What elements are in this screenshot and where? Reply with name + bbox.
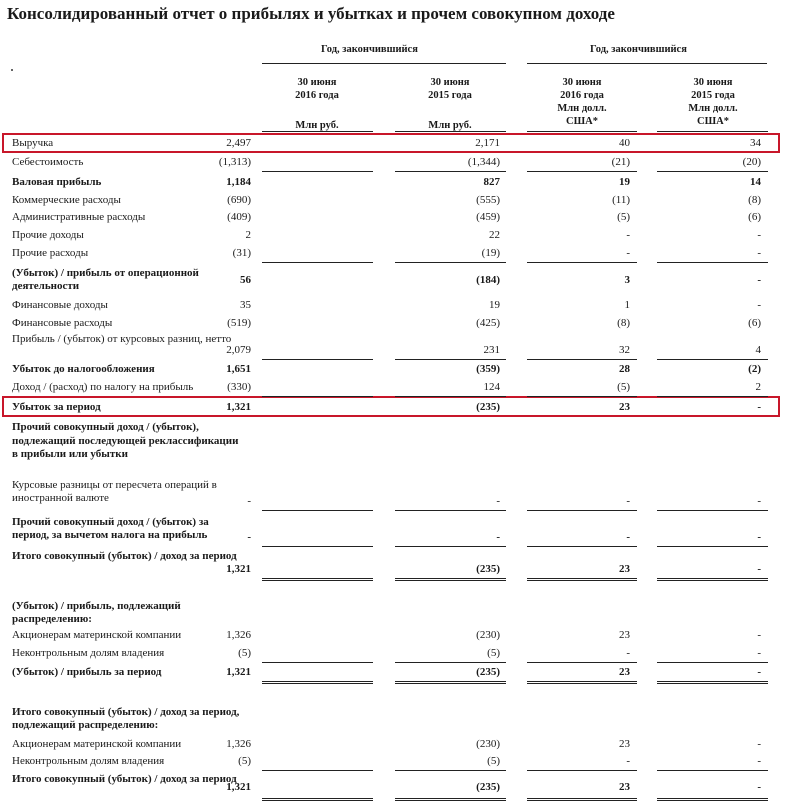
value-cell: (555) — [476, 194, 500, 206]
period-header-usd: Год, закончившийся — [590, 44, 687, 55]
value-cell: 1,321 — [226, 781, 251, 793]
column-header-line: 30 июня — [693, 77, 733, 88]
row-label-income-tax: Доход / (расход) по налогу на прибыль — [12, 381, 194, 393]
value-cell: (1,344) — [467, 156, 500, 168]
value-cell: 3 — [624, 274, 630, 286]
row-label-fx-gain: Прибыль / (убыток) от курсовых разниц, нетто — [12, 333, 232, 345]
value-cell: 34 — [750, 137, 761, 149]
column-header-line: 30 июня — [297, 77, 337, 88]
value-cell: 1,321 — [226, 401, 251, 413]
value-cell: 19 — [619, 176, 630, 188]
column-unit: Млн руб. — [295, 120, 339, 131]
value-cell: (21) — [611, 156, 630, 168]
value-cell: 14 — [750, 176, 761, 188]
section-heading-attributable: (Убыток) / прибыль, подлежащий распределению: — [12, 600, 181, 625]
value-cell: - — [757, 274, 761, 286]
value-cell: 1,326 — [226, 629, 251, 641]
value-cell: 23 — [619, 629, 630, 641]
value-cell: (519) — [227, 317, 251, 329]
value-cell: (359) — [476, 363, 500, 375]
row-label-finance-income: Финансовые доходы — [12, 299, 108, 311]
subtotal-rule — [657, 510, 768, 511]
value-cell: 2 — [245, 229, 251, 241]
value-cell: 40 — [619, 137, 630, 149]
row-label-revenue: Выручка — [12, 137, 54, 149]
value-cell: 827 — [483, 176, 500, 188]
value-cell: - — [626, 531, 630, 543]
subtotal-rule — [395, 359, 506, 360]
row-label-operating-result: (Убыток) / прибыль от операционной деятельности — [12, 267, 199, 292]
value-cell: - — [757, 531, 761, 543]
row-label-total-comprehensive: Итого совокупный (убыток) / доход за период — [12, 550, 237, 562]
value-cell: - — [757, 563, 761, 575]
value-cell: - — [626, 647, 630, 659]
value-cell: (409) — [227, 211, 251, 223]
value-cell: 231 — [483, 344, 500, 356]
value-cell: (184) — [476, 274, 500, 286]
period-rule-usd — [527, 63, 767, 64]
subtotal-rule — [262, 770, 373, 771]
column-unit: США* — [697, 116, 729, 127]
value-cell: 35 — [240, 299, 251, 311]
value-cell: 1,321 — [226, 666, 251, 678]
value-cell: - — [626, 247, 630, 259]
value-cell: 23 — [619, 738, 630, 750]
subtotal-rule — [527, 396, 637, 397]
value-cell: (235) — [476, 563, 500, 575]
value-cell: - — [757, 755, 761, 767]
subtotal-rule — [527, 770, 637, 771]
row-label-non-controlling: Неконтрольным долям владения — [12, 647, 165, 659]
total-double-rule — [395, 798, 506, 801]
column-header-line: 30 июня — [430, 77, 470, 88]
value-cell: (2) — [748, 363, 761, 375]
row-label-selling-expenses: Коммерческие расходы — [12, 194, 121, 206]
value-cell: (5) — [238, 755, 251, 767]
header-underline — [395, 131, 506, 132]
value-cell: (459) — [476, 211, 500, 223]
subtotal-rule — [262, 262, 373, 263]
value-cell: (1,313) — [218, 156, 251, 168]
value-cell: - — [757, 299, 761, 311]
row-label-loss-for-period: Убыток за период — [12, 401, 101, 413]
scan-mark — [11, 69, 13, 71]
row-label-cost-of-sales: Себестоимость — [12, 156, 84, 168]
column-header-line: 2016 года — [560, 90, 604, 101]
period-header-rub: Год, закончившийся — [321, 44, 418, 55]
subtotal-rule — [395, 770, 506, 771]
value-cell: (5) — [487, 755, 500, 767]
value-cell: 2,171 — [475, 137, 500, 149]
value-cell: - — [247, 531, 251, 543]
total-double-rule — [657, 681, 768, 684]
column-header-line: 2016 года — [295, 90, 339, 101]
subtotal-rule — [395, 546, 506, 547]
subtotal-rule — [395, 510, 506, 511]
row-label-parent-shareholders: Акционерам материнской компании — [12, 738, 182, 750]
subtotal-rule — [527, 546, 637, 547]
subtotal-rule — [527, 662, 637, 663]
value-cell: 2,079 — [226, 344, 251, 356]
value-cell: - — [757, 229, 761, 241]
value-cell: - — [757, 247, 761, 259]
value-cell: 1,651 — [226, 363, 251, 375]
value-cell: 2 — [755, 381, 761, 393]
value-cell: - — [757, 781, 761, 793]
row-label-gross-profit: Валовая прибыль — [12, 176, 102, 188]
statement-title: Консолидированный отчет о прибылях и убытках и прочем совокупном доходе — [7, 4, 615, 23]
value-cell: 23 — [619, 401, 630, 413]
value-cell: (5) — [238, 647, 251, 659]
row-label-loss-before-tax: Убыток до налогообложения — [12, 363, 155, 375]
column-header-2015-usd — [648, 76, 778, 128]
total-double-rule — [262, 798, 373, 801]
column-header-2016-rub — [252, 76, 382, 132]
value-cell: (20) — [742, 156, 761, 168]
row-label-parent-shareholders: Акционерам материнской компании — [12, 629, 182, 641]
subtotal-rule — [657, 359, 768, 360]
value-cell: (230) — [476, 629, 500, 641]
subtotal-rule — [657, 396, 768, 397]
value-cell: - — [496, 495, 500, 507]
total-double-rule — [657, 798, 768, 801]
row-label-total-comprehensive-final: Итого совокупный (убыток) / доход за период — [12, 773, 237, 785]
column-unit: США* — [566, 116, 598, 127]
value-cell: 23 — [619, 563, 630, 575]
value-cell: 32 — [619, 344, 630, 356]
subtotal-rule — [395, 262, 506, 263]
value-cell: - — [496, 531, 500, 543]
value-cell: (425) — [476, 317, 500, 329]
header-underline — [527, 131, 637, 132]
value-cell: - — [626, 755, 630, 767]
period-rule-rub — [262, 63, 506, 64]
value-cell: - — [757, 738, 761, 750]
total-double-rule — [527, 798, 637, 801]
row-label-other-expenses: Прочие расходы — [12, 247, 89, 259]
subtotal-rule — [657, 546, 768, 547]
total-double-rule — [527, 578, 637, 581]
value-cell: - — [757, 629, 761, 641]
value-cell: (8) — [748, 194, 761, 206]
row-label-result-for-period: (Убыток) / прибыль за период — [12, 666, 162, 678]
subtotal-rule — [395, 171, 506, 172]
value-cell: (235) — [476, 666, 500, 678]
value-cell: - — [247, 495, 251, 507]
subtotal-rule — [262, 171, 373, 172]
row-label-fx-translation: Курсовые разницы от пересчета операций в иностранной валюте — [12, 479, 217, 504]
section-heading-oci: Прочий совокупный доход / (убыток), подлежащий последующей реклассификации в прибыли или убытки — [12, 421, 239, 460]
value-cell: 22 — [489, 229, 500, 241]
subtotal-rule — [262, 359, 373, 360]
value-cell: 19 — [489, 299, 500, 311]
subtotal-rule — [657, 171, 768, 172]
column-header-line: 2015 года — [691, 90, 735, 101]
total-double-rule — [262, 578, 373, 581]
subtotal-rule — [527, 510, 637, 511]
subtotal-rule — [262, 546, 373, 547]
subtotal-rule — [657, 770, 768, 771]
total-double-rule — [395, 681, 506, 684]
column-unit: Млн руб. — [428, 120, 472, 131]
value-cell: (8) — [617, 317, 630, 329]
column-header-line: Млн долл. — [688, 103, 738, 114]
subtotal-rule — [262, 662, 373, 663]
value-cell: 2,497 — [226, 137, 251, 149]
value-cell: (5) — [487, 647, 500, 659]
value-cell: (230) — [476, 738, 500, 750]
row-label-non-controlling: Неконтрольным долям владения — [12, 755, 165, 767]
value-cell: (31) — [232, 247, 251, 259]
subtotal-rule — [527, 359, 637, 360]
row-label-oci-net-of-tax: Прочий совокупный доход / (убыток) за период, за вычетом налога на прибыль — [12, 516, 209, 541]
row-label-admin-expenses: Административные расходы — [12, 211, 146, 223]
subtotal-rule — [657, 262, 768, 263]
subtotal-rule — [395, 662, 506, 663]
total-double-rule — [262, 681, 373, 684]
total-double-rule — [395, 578, 506, 581]
row-label-other-income: Прочие доходы — [12, 229, 84, 241]
value-cell: 1 — [624, 299, 630, 311]
value-cell: (19) — [481, 247, 500, 259]
total-double-rule — [527, 681, 637, 684]
value-cell: (235) — [476, 401, 500, 413]
subtotal-rule — [262, 510, 373, 511]
value-cell: - — [757, 647, 761, 659]
value-cell: (6) — [748, 317, 761, 329]
subtotal-rule — [527, 262, 637, 263]
value-cell: 4 — [755, 344, 761, 356]
subtotal-rule — [657, 662, 768, 663]
value-cell: (330) — [227, 381, 251, 393]
subtotal-rule — [527, 171, 637, 172]
value-cell: 23 — [619, 781, 630, 793]
value-cell: 28 — [619, 363, 630, 375]
value-cell: (235) — [476, 781, 500, 793]
subtotal-rule — [262, 396, 373, 397]
value-cell: (690) — [227, 194, 251, 206]
value-cell: (6) — [748, 211, 761, 223]
column-header-2016-usd — [517, 76, 647, 128]
column-header-line: Млн долл. — [557, 103, 607, 114]
value-cell: 1,184 — [226, 176, 251, 188]
value-cell: - — [757, 401, 761, 413]
value-cell: - — [757, 666, 761, 678]
value-cell: - — [626, 229, 630, 241]
value-cell: - — [757, 495, 761, 507]
header-underline — [657, 131, 768, 132]
value-cell: (11) — [612, 194, 630, 206]
subtotal-rule — [395, 396, 506, 397]
value-cell: - — [626, 495, 630, 507]
row-label-finance-expenses: Финансовые расходы — [12, 317, 113, 329]
value-cell: (5) — [617, 211, 630, 223]
value-cell: 56 — [240, 274, 251, 286]
value-cell: 1,321 — [226, 563, 251, 575]
column-header-line: 30 июня — [562, 77, 602, 88]
total-double-rule — [657, 578, 768, 581]
section-heading-total-attributable: Итого совокупный (убыток) / доход за период, подлежащий распределению: — [12, 706, 240, 731]
value-cell: (5) — [617, 381, 630, 393]
header-underline — [262, 131, 373, 132]
value-cell: 1,326 — [226, 738, 251, 750]
column-header-2015-rub — [385, 76, 515, 132]
value-cell: 124 — [483, 381, 500, 393]
value-cell: 23 — [619, 666, 630, 678]
column-header-line: 2015 года — [428, 90, 472, 101]
